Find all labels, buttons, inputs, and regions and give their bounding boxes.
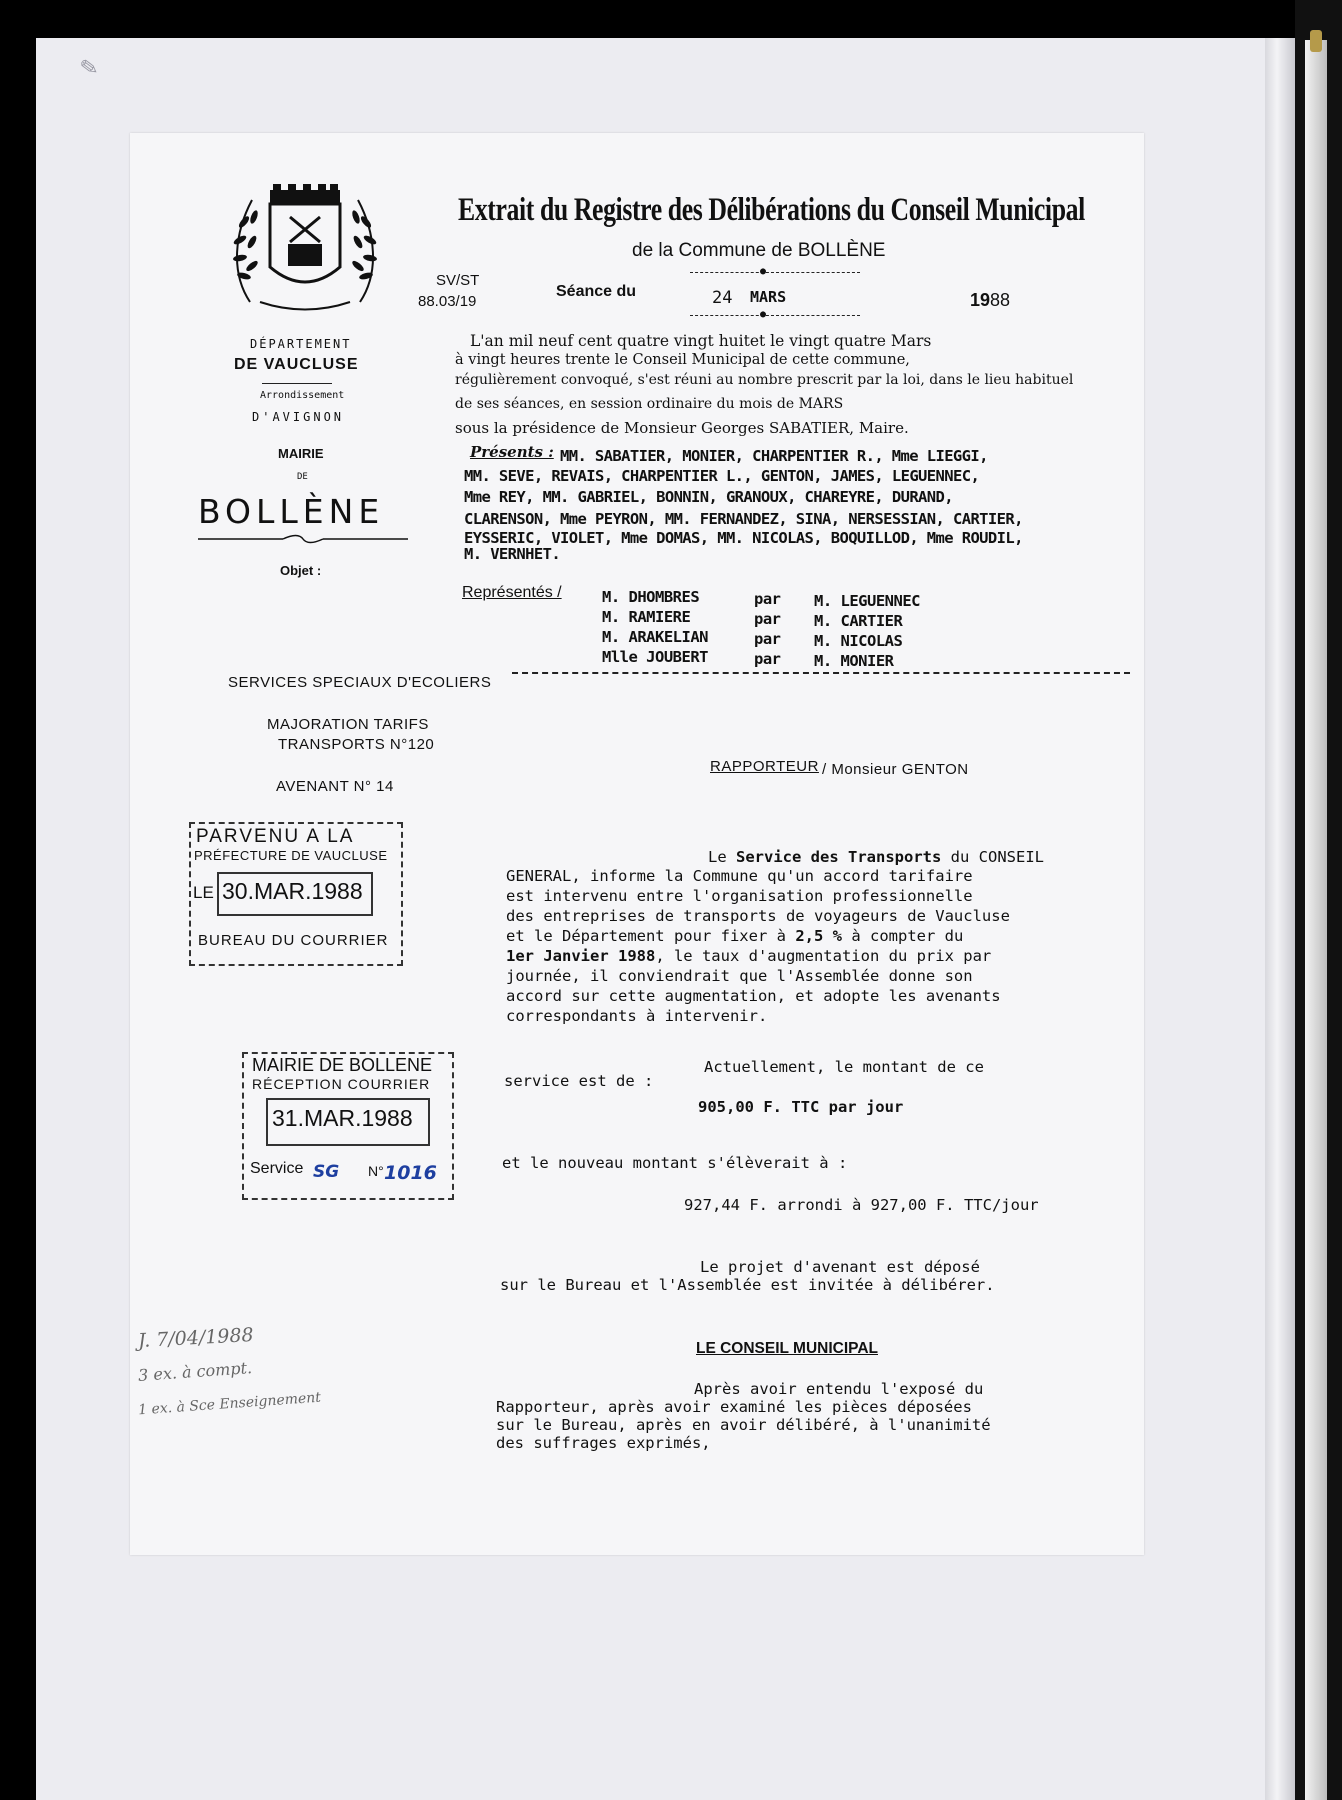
new-amount: 927,44 F. arrondi à 927,00 F. TTC/jour bbox=[684, 1196, 1039, 1214]
proxy-holder-1: M. LEGUENNEC bbox=[814, 592, 920, 610]
proxy-holder-4: M. MONIER bbox=[814, 652, 894, 670]
representes-label: Représentés / bbox=[462, 584, 562, 601]
arrondissement-label: Arrondissement bbox=[260, 390, 345, 401]
preamble-line-4: de ses séances, en session ordinaire du mois de MARS bbox=[455, 396, 844, 412]
council-heading: LE CONSEIL MUNICIPAL bbox=[696, 1340, 878, 1357]
proxy-absent-3: M. ARAKELIAN bbox=[602, 628, 708, 646]
mairie-stamp-num-label: N° bbox=[368, 1163, 384, 1179]
body-p1-line-4: des entreprises de transports de voyageurs de Vaucluse bbox=[506, 907, 1010, 925]
body-p1-line-2: GENERAL, informe la Commune qu'un accord tarifaire bbox=[506, 867, 973, 885]
mairie-de-label: DE bbox=[297, 472, 308, 482]
register-title: Extrait du Registre des Délibérations du Conseil Municipal bbox=[458, 192, 1085, 228]
presents-line-6: M. VERNHET. bbox=[464, 545, 561, 563]
body-p5-line-1: Après avoir entendu l'exposé du bbox=[694, 1380, 984, 1398]
seance-label: Séance du bbox=[556, 283, 637, 300]
body-p4-line-2: sur le Bureau et l'Assemblée est invitée à délibérer. bbox=[500, 1276, 995, 1294]
mairie-stamp-line-2: RÉCEPTION COURRIER bbox=[252, 1076, 431, 1092]
mairie-stamp-date: 31.MAR.1988 bbox=[272, 1105, 413, 1131]
body-p1-line-1-bold: Service des Transports bbox=[736, 848, 942, 866]
body-p4-line-1: Le projet d'avenant est déposé bbox=[700, 1258, 980, 1276]
coat-of-arms-emblem bbox=[230, 182, 380, 322]
prefecture-stamp-le: LE bbox=[193, 883, 214, 902]
current-amount: 905,00 F. TTC par jour bbox=[698, 1098, 904, 1116]
body-p2-line-1: Actuellement, le montant de ce bbox=[704, 1058, 984, 1076]
body-p1-line-8: accord sur cette augmentation, et adopte les avenants bbox=[506, 987, 1001, 1005]
presents-line-2: MM. SEVE, REVAIS, CHARPENTIER L., GENTON, JAMES, LEGUENNEC, bbox=[464, 467, 980, 485]
mairie-stamp-service-value: SG bbox=[313, 1162, 340, 1182]
reference-initials: SV/ST bbox=[436, 272, 480, 289]
body-p1-line-5-post: à compter du bbox=[851, 927, 964, 945]
rapporteur-label: RAPPORTEUR bbox=[710, 758, 819, 775]
proxy-absent-1: M. DHOMBRES bbox=[602, 588, 700, 606]
sidebar-divider bbox=[262, 383, 332, 384]
preamble-line-1: L'an mil neuf cent quatre vingt huitet le vingt quatre Mars bbox=[470, 332, 932, 350]
proxy-holder-3: M. NICOLAS bbox=[814, 632, 903, 650]
presents-line-4: CLARENSON, Mme PEYRON, MM. FERNANDEZ, SINA, NERSESSIAN, CARTIER, bbox=[464, 510, 1023, 528]
body-p1-line-1-pre: Le bbox=[708, 848, 727, 866]
seance-month: MARS bbox=[750, 288, 787, 306]
prefecture-stamp-date: 30.MAR.1988 bbox=[222, 878, 363, 904]
body-p5-line-4: des suffrages exprimés, bbox=[496, 1434, 711, 1452]
subject-line-2: MAJORATION TARIFS bbox=[267, 716, 429, 733]
body-p1-line-1-post: du CONSEIL bbox=[950, 848, 1044, 866]
handwritten-line-3: 1 ex. à Sce Enseignement bbox=[137, 1389, 322, 1419]
body-p5-line-2: Rapporteur, après avoir examiné les pièces déposées bbox=[496, 1398, 972, 1416]
pencil-mark: ✎ bbox=[78, 54, 101, 83]
objet-label: Objet : bbox=[280, 563, 322, 578]
preamble-line-3: régulièrement convoqué, s'est réuni au nombre prescrit par la loi, dans le lieu habituel bbox=[455, 372, 1074, 388]
town-ornament bbox=[198, 532, 408, 546]
arrondissement-name: D'AVIGNON bbox=[252, 410, 345, 424]
mairie-stamp-num-value: 1016 bbox=[384, 1162, 437, 1184]
body-p3-line-1: et le nouveau montant s'élèverait à : bbox=[502, 1154, 848, 1172]
seance-year bbox=[970, 290, 1010, 311]
prefecture-stamp-line-4: BUREAU DU COURRIER bbox=[198, 932, 389, 949]
proxy-par-3: par bbox=[754, 630, 781, 648]
rapporteur-name: / Monsieur GENTON bbox=[822, 761, 969, 778]
mairie-stamp-line-1: MAIRIE DE BOLLENE bbox=[252, 1055, 433, 1075]
mairie-stamp-service-label: Service bbox=[250, 1160, 304, 1177]
date-underline-dot: ● bbox=[760, 309, 767, 320]
year-suffix: 88 bbox=[990, 290, 1011, 310]
body-p2-line-2: service est de : bbox=[504, 1072, 654, 1090]
departement-label: DÉPARTEMENT bbox=[250, 337, 352, 351]
proxy-absent-4: Mlle JOUBERT bbox=[602, 648, 708, 666]
presents-label: Présents : bbox=[470, 443, 554, 461]
handwritten-line-2: 3 ex. à compt. bbox=[137, 1358, 253, 1385]
section-separator bbox=[512, 672, 1130, 674]
body-p1-line-5-pre: et le Département pour fixer à bbox=[506, 927, 786, 945]
proxy-par-1: par bbox=[754, 590, 781, 608]
proxy-par-4: par bbox=[754, 650, 781, 668]
body-p1-line-6-bold: 1er Janvier 1988 bbox=[506, 947, 656, 965]
body-p1-line-9: correspondants à intervenir. bbox=[506, 1007, 768, 1025]
town-name: BOLLÈNE bbox=[198, 492, 385, 531]
presents-line-1: MM. SABATIER, MONIER, CHARPENTIER R., Mme LIEGGI, bbox=[560, 447, 988, 465]
body-p1-line-5 bbox=[506, 927, 963, 945]
subject-line-4: AVENANT N° 14 bbox=[276, 778, 394, 795]
prefecture-stamp-line-2: PRÉFECTURE DE VAUCLUSE bbox=[194, 848, 388, 863]
prefecture-stamp-line-1: PARVENU A LA bbox=[196, 826, 355, 847]
subject-line-1: SERVICES SPECIAUX D'ECOLIERS bbox=[228, 674, 492, 691]
reference-number: 88.03/19 bbox=[418, 293, 477, 310]
preamble-line-2: à vingt heures trente le Conseil Municipal de cette commune, bbox=[455, 352, 910, 368]
body-p1-line-3: est intervenu entre l'organisation professionnelle bbox=[506, 887, 973, 905]
title-divider bbox=[690, 272, 860, 273]
divider-dot: ● bbox=[760, 266, 767, 277]
body-p1-line-6-post: , le taux d'augmentation du prix par bbox=[655, 947, 992, 965]
mairie-label: MAIRIE bbox=[278, 446, 324, 461]
board-edge bbox=[1265, 38, 1295, 1800]
binder-strip bbox=[1305, 40, 1327, 1800]
departement-name: DE VAUCLUSE bbox=[234, 356, 359, 373]
handwritten-line-1: J. 7/04/1988 bbox=[137, 1323, 255, 1353]
subject-line-3: TRANSPORTS N°120 bbox=[278, 736, 435, 753]
proxy-holder-2: M. CARTIER bbox=[814, 612, 903, 630]
date-underline bbox=[690, 315, 860, 316]
proxy-absent-2: M. RAMIERE bbox=[602, 608, 691, 626]
presents-line-5: EYSSERIC, VIOLET, Mme DOMAS, MM. NICOLAS, BOQUILLOD, Mme ROUDIL, bbox=[464, 529, 1023, 547]
seance-day: 24 bbox=[712, 288, 733, 308]
preamble-line-5: sous la présidence de Monsieur Georges SABATIER, Maire. bbox=[455, 419, 909, 437]
body-p1-line-1 bbox=[708, 848, 1044, 866]
year-prefix: 19 bbox=[970, 290, 991, 310]
presents-line-3: Mme REY, MM. GABRIEL, BONNIN, GRANOUX, CHAREYRE, DURAND, bbox=[464, 488, 953, 506]
binder-clip bbox=[1310, 30, 1322, 52]
proxy-par-2: par bbox=[754, 610, 781, 628]
body-p5-line-3: sur le Bureau, après en avoir délibéré, à l'unanimité bbox=[496, 1416, 991, 1434]
body-p1-line-6 bbox=[506, 947, 991, 965]
body-p1-line-5-bold: 2,5 % bbox=[795, 927, 842, 945]
body-p1-line-7: journée, il conviendrait que l'Assemblée donne son bbox=[506, 967, 973, 985]
commune-subtitle: de la Commune de BOLLÈNE bbox=[632, 240, 886, 261]
